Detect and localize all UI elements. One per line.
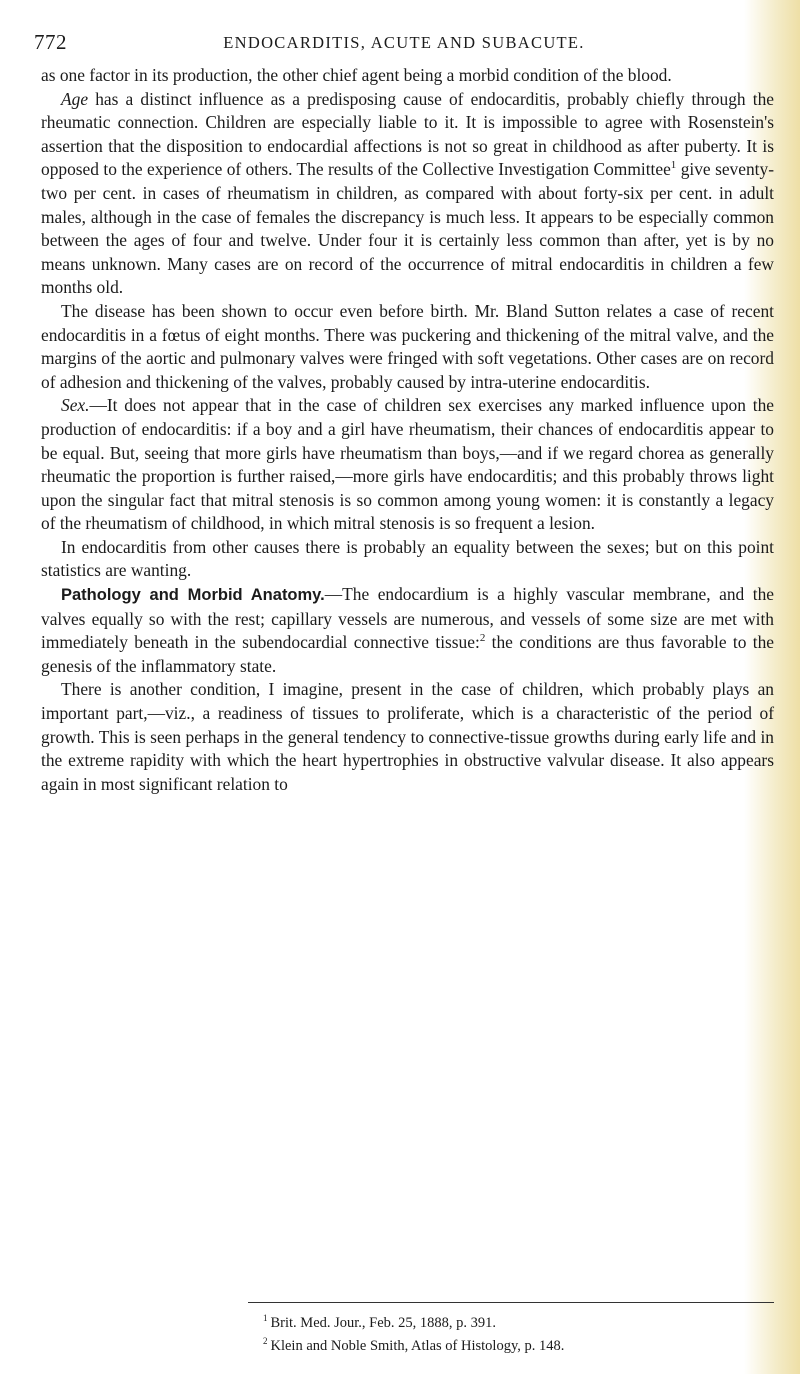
paragraph-text: The disease has been shown to occur even before birth. Mr. Bland Sutton relates a case of recent endocarditis in a fœtus of eight months. There was puckering and thickening of the mitral valve, and the margins of the aortic and pulmonary valves were fringed with soft vegetations. Other cases are on record of adhesion and thickening of the valves, probably caused by intra-uterine endocarditis. [41,300,774,392]
paragraph-pathology [41,583,774,678]
section-lead-sex: Sex. [61,395,90,416]
section-lead-age: Age [61,88,89,109]
footnote-ref-1: 1 [670,159,677,172]
footnote-divider [248,1302,774,1303]
footnote-mark: 2 [263,1335,268,1346]
paragraph-text: There is another condition, I imagine, present in the case of children, which probably plays an important part,—viz., a readiness of tissues to proliferate, which is a characteristic of the period of growth. This is seen perhaps in the general tendency to connective-tissue growths during early life and in the extreme rapidity with which the heart hypertrophies in obstructive valvular disease. It also appears again in most significant relation to [41,679,774,794]
running-title: ENDOCARDITIS, ACUTE AND SUBACUTE. [223,33,585,52]
footnote-text: Brit. Med. Jour., Feb. 25, 1888, p. 391. [270,1314,497,1331]
footnote-2 [263,1332,773,1355]
paragraph-text: —The endocardium is a highly vascular membrane, and the valves equally so with the rest; capillary vessels are numerous, and vessels of some size are met with immediately beneath in the subendocardial connective tissue: [41,584,774,653]
footnotes [263,1309,773,1355]
paragraph-text: give seventy-two per cent. in cases of rheumatism in children, as compared with about forty-six per cent. in adult males, although in the case of females the discrepancy is much less. It appears to be especially common between the ages of four and twelve. Under four it is certainly less common than after, yet is by no means unknown. Many cases are on record of the occurrence of mitral endocarditis in children a few months old. [41,159,774,298]
footnote-ref-2: 2 [479,632,486,645]
footnote-1 [263,1309,773,1332]
paragraph-continuation [41,64,774,88]
page-header [34,30,774,54]
footnote-mark: 1 [263,1313,268,1323]
paragraph-text: has a distinct influence as a predisposing cause of endocarditis, probably chiefly through the rheumatic connection. Children are especially liable to it. It is impossible to agree with Rosenstein's assertion that the disposition to endocardial affections is not so great in childhood as after puberty. It is opposed to the experience of others. The results of the Collective Investigation Committee [41,88,774,180]
paragraph-birth [41,300,774,394]
paragraph-text: In endocarditis from other causes there is probably an equality between the sexes; but on this point statistics are wanting. [41,536,774,581]
section-heading-pathology: Pathology and Morbid Anatomy. [61,586,325,605]
footnote-text: Klein and Noble Smith, Atlas of Histology, p. 148. [270,1337,565,1354]
paragraph-text: —It does not appear that in the case of children sex exercises any marked influence upon the production of endocarditis: if a boy and a girl have rheumatism, their chances of endocarditis appear to be equal. But, seeing that more girls have rheumatism than boys,—and if we regard chorea as generally rheumatic the proportion is further raised,—more girls have endocarditis; and this probably throws light upon the singular fact that mitral stenosis is so common among young women: it is constantly a legacy of the rheumatism of childhood, in which mitral stenosis is so frequent a lesion. [41,395,774,534]
paragraph-age [41,88,774,300]
paragraph-children [41,678,774,796]
page-number: 772 [34,30,67,54]
paragraph-text: as one factor in its production, the other chief agent being a morbid condition of the blood. [41,65,672,85]
paragraph-text: the conditions are thus favorable to the genesis of the inflammatory state. [41,632,774,676]
paragraph-other-causes [41,536,774,583]
body-text [41,64,774,796]
paragraph-sex [41,394,774,536]
